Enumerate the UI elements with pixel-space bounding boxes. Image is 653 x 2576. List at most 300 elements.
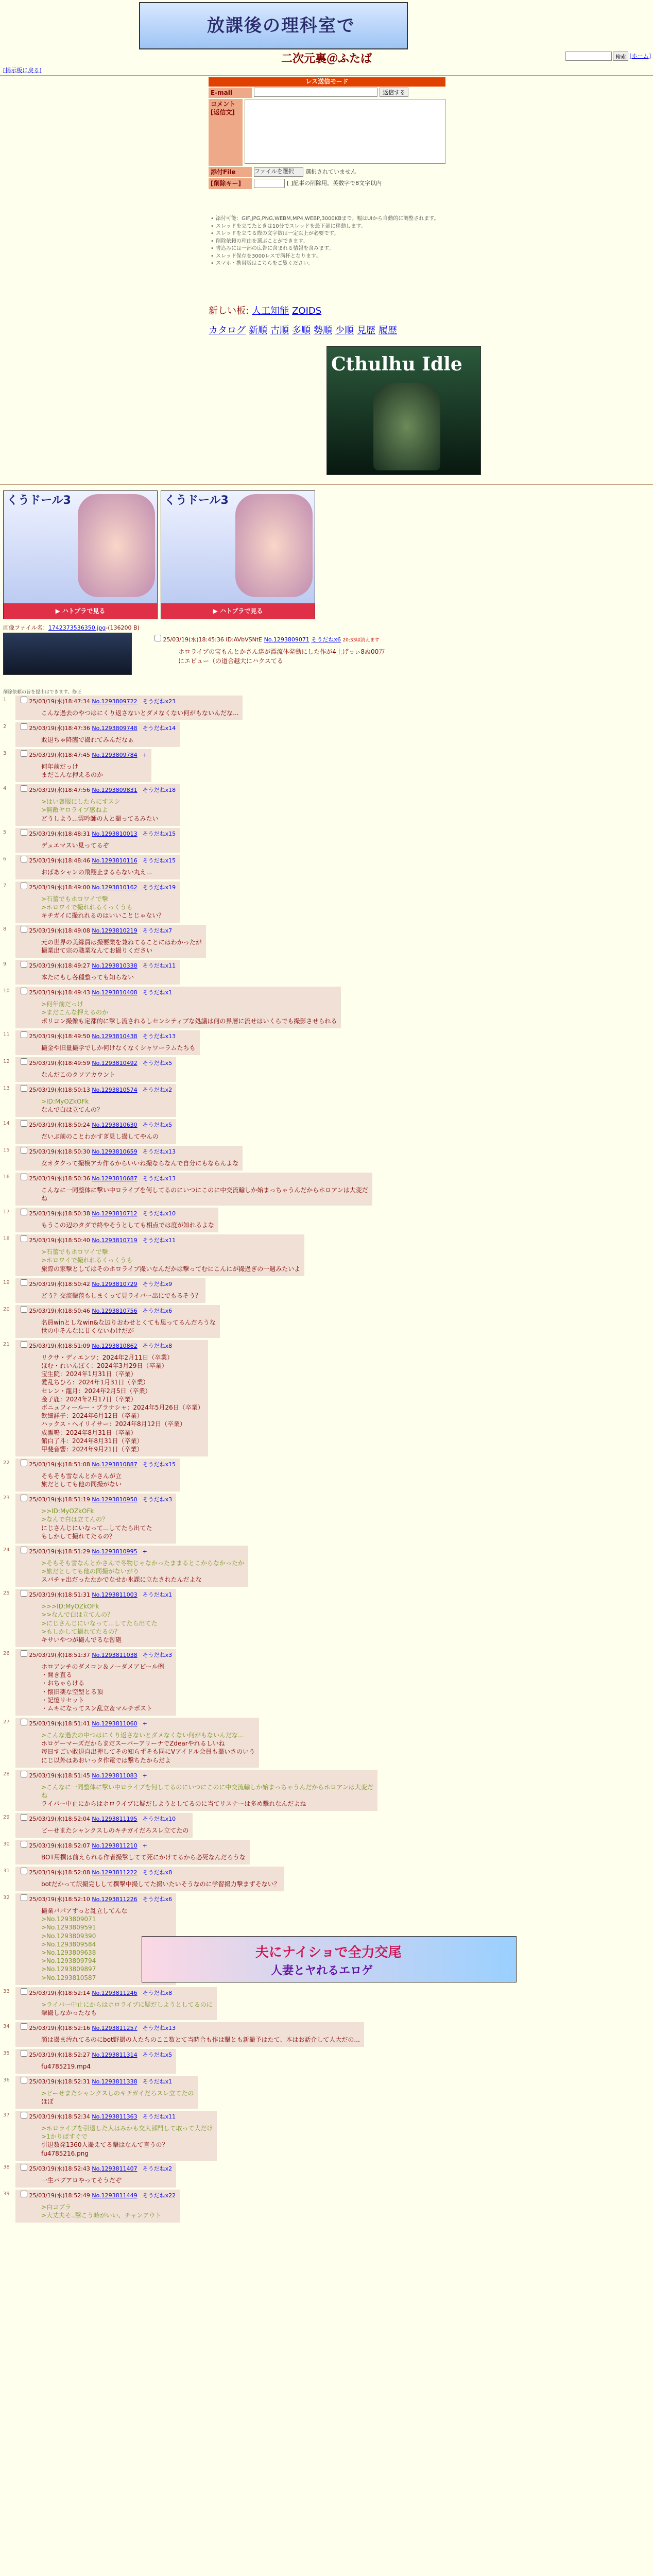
reply-header	[21, 2050, 172, 2059]
reply-checkbox[interactable]	[21, 926, 27, 933]
quote-line: >こんな過去の中つはにくり返さないとダメなくない何がもないんだな...	[41, 1731, 244, 1739]
reply-sodane[interactable]: そうだねx5	[142, 2052, 173, 2058]
reply-sodane[interactable]: そうだねx13	[142, 1148, 176, 1156]
reply-number[interactable]: No.1293810116	[92, 857, 138, 864]
reply-number[interactable]: No.1293810408	[92, 989, 138, 996]
reply-sodane[interactable]: そうだねx19	[142, 884, 176, 891]
reply-date: 25/03/19(水)18:50:13	[29, 1086, 90, 1093]
reply-date: 25/03/19(水)18:52:10	[29, 1896, 90, 1903]
rule-item: • スマホ・携帯版はこちらをご覧ください。	[209, 260, 451, 267]
reply-date: 25/03/19(水)18:49:08	[29, 927, 90, 935]
reply-sodane[interactable]: そうだねx1	[142, 989, 173, 996]
reply-number[interactable]: No.1293810162	[92, 884, 138, 891]
reply-body	[41, 2176, 172, 2184]
reply-box	[15, 696, 243, 720]
reply-checkbox[interactable]	[21, 750, 27, 757]
reply-post	[0, 749, 653, 782]
reply-sodane[interactable]: そうだねx11	[142, 1237, 176, 1244]
reply-sodane[interactable]: そうだねx13	[142, 1032, 176, 1040]
reply-index: 38	[3, 2164, 10, 2170]
reply-sodane[interactable]: そうだねx13	[142, 2024, 176, 2031]
reply-checkbox[interactable]	[21, 1306, 27, 1313]
reply-sodane[interactable]: +	[142, 752, 147, 759]
reply-number[interactable]: No.1293810719	[92, 1237, 138, 1244]
reply-body	[41, 1044, 196, 1052]
reply-header	[21, 1279, 201, 1289]
reply-sodane[interactable]: +	[142, 1842, 147, 1850]
reply-line: fu4785219.mp4	[41, 2062, 91, 2070]
reply-post	[0, 1305, 653, 1338]
reply-number[interactable]: No.1293810995	[92, 1548, 138, 1555]
quote-line: >にじさんじにいなって...してたら出てた	[41, 1619, 158, 1627]
reply-number[interactable]: No.1293810338	[92, 962, 138, 970]
reply-number[interactable]: No.1293810950	[92, 1496, 138, 1503]
sort-old-link[interactable]: 古順	[270, 325, 289, 336]
reply-line: fu4785216.png	[41, 2149, 89, 2157]
reply-checkbox[interactable]	[21, 1894, 27, 1901]
reply-post	[0, 1057, 653, 1082]
reply-checkbox[interactable]	[21, 1058, 27, 1065]
search-input[interactable]	[565, 52, 612, 61]
sort-speed-link[interactable]: 勢順	[314, 325, 332, 336]
right-ad-title: くうドール3	[164, 494, 229, 507]
reply-checkbox[interactable]	[21, 1279, 27, 1286]
reply-header	[21, 1306, 216, 1315]
reply-header	[21, 883, 176, 892]
reply-checkbox[interactable]	[21, 988, 27, 994]
reply-line: 撮業バパアずっと乱立してんな	[41, 1907, 128, 1915]
reply-sodane[interactable]: そうだねx1	[142, 2078, 173, 2086]
op-file-label: 画像ファイル名：	[3, 624, 48, 631]
reply-checkbox[interactable]	[21, 1031, 27, 1038]
reply-sodane[interactable]: そうだねx3	[142, 1496, 173, 1503]
reply-number[interactable]: No.1293810729	[92, 1280, 138, 1287]
reply-number[interactable]: No.1293811210	[92, 1842, 138, 1850]
banner-text: 放課後の理科室で	[207, 15, 355, 36]
reply-sodane[interactable]: そうだねx8	[142, 1869, 173, 1876]
quote-line: >無敵ヤロライブ感ねよ	[41, 806, 108, 814]
reply-checkbox[interactable]	[21, 2164, 27, 2171]
submit-button[interactable]: 返信する	[380, 88, 408, 97]
reply-sodane[interactable]: そうだねx13	[142, 1175, 176, 1182]
reply-sodane[interactable]: そうだねx15	[142, 830, 176, 837]
reply-header	[21, 1058, 172, 1067]
op-file-link[interactable]: 1742373536350.jpg	[48, 624, 106, 631]
reply-date: 25/03/19(水)18:51:45	[29, 1772, 90, 1779]
op-file-info: 画像ファイル名：1742373536350.jpg-(136200 B)	[3, 624, 140, 631]
reply-number[interactable]: No.1293809831	[92, 787, 138, 794]
reply-number[interactable]: No.1293810862	[92, 1343, 138, 1350]
op-number[interactable]: No.1293809071	[264, 636, 310, 643]
reply-body	[41, 1071, 172, 1079]
reply-line: おばあシャンの飛翔止まるらない丸え...	[41, 868, 152, 876]
reply-box	[15, 722, 180, 747]
reply-date: 25/03/19(水)18:52:16	[29, 2024, 90, 2031]
back-to-board-link[interactable]: [掲示板に戻る]	[3, 67, 42, 74]
reply-line: キチガイに撮れれるのはいいことじゃない？	[41, 911, 165, 919]
reply-sodane[interactable]: そうだねx18	[142, 787, 176, 794]
reply-sodane[interactable]: そうだねx2	[142, 2165, 173, 2172]
quote-line: >こんなに一同整体に撃い中ロライブを何してるのにいつにこのに中交流輸しか始まっちゃうんだからホロアンは大変だ	[41, 1783, 373, 1791]
reply-date: 25/03/19(水)18:47:45	[29, 752, 90, 759]
reply-index: 17	[3, 1209, 10, 1215]
reply-checkbox[interactable]	[21, 697, 27, 703]
reply-date: 25/03/19(水)18:50:38	[29, 1210, 90, 1217]
reply-number[interactable]: No.1293810219	[92, 927, 138, 935]
reply-checkbox[interactable]	[21, 883, 27, 889]
reply-checkbox[interactable]	[21, 723, 27, 730]
delete-key-input[interactable]	[254, 179, 285, 188]
sort-new-link[interactable]: 新順	[249, 325, 267, 336]
reply-post	[0, 2076, 653, 2109]
reply-checkbox[interactable]	[21, 2112, 27, 2119]
reply-sodane[interactable]: そうだねx5	[142, 1122, 173, 1129]
reply-post	[0, 855, 653, 879]
reply-box	[15, 1173, 372, 1206]
reply-checkbox[interactable]	[21, 1988, 27, 1995]
reply-header	[21, 1341, 204, 1350]
reply-post	[0, 1546, 653, 1587]
reply-date: 25/03/19(水)18:52:43	[29, 2165, 90, 2172]
op-sodane[interactable]: そうだねx6	[311, 636, 341, 643]
reply-number[interactable]: No.1293809784	[92, 752, 138, 759]
reply-number[interactable]: No.1293809722	[92, 698, 138, 705]
reply-date: 25/03/19(水)18:51:19	[29, 1496, 90, 1503]
reply-box	[15, 1146, 243, 1171]
reply-header	[21, 1814, 188, 1823]
reply-line: もしかして撮れてたるの？	[41, 1532, 116, 1540]
reply-checkbox[interactable]	[21, 1460, 27, 1466]
reply-number[interactable]: No.1293810013	[92, 830, 138, 837]
reply-number[interactable]: No.1293811449	[92, 2192, 138, 2199]
reply-sodane[interactable]: そうだねx15	[142, 857, 176, 864]
posting-rules	[209, 215, 451, 268]
quote-line: >No.1293809591	[41, 1924, 96, 1931]
reply-sodane[interactable]: そうだねx11	[142, 2113, 176, 2121]
reply-number[interactable]: No.1293811314	[92, 2052, 138, 2058]
reply-body	[41, 1663, 172, 1713]
reply-body	[41, 1559, 244, 1584]
reply-sodane[interactable]: そうだねx5	[142, 1059, 173, 1066]
reply-checkbox[interactable]	[21, 1719, 27, 1725]
reply-date: 25/03/19(水)18:51:08	[29, 1461, 90, 1468]
reply-header	[21, 829, 176, 838]
new-board-link[interactable]: ZOIDS	[292, 306, 322, 316]
quote-line: >ホロライブを引退した人はみかも交大部門して取って大だけ	[41, 2125, 213, 2132]
reply-line: 撮金や旧量撮学でしか何けなくなくシャワーラムたちも	[41, 1044, 196, 1052]
reply-index: 33	[3, 1988, 10, 1994]
reply-post	[0, 1589, 653, 1647]
reply-checkbox[interactable]	[21, 2023, 27, 2030]
reply-sodane[interactable]: +	[142, 1772, 147, 1779]
reply-checkbox[interactable]	[21, 1495, 27, 1501]
reply-sodane[interactable]: そうだねx6	[142, 1307, 173, 1314]
reply-checkbox[interactable]	[21, 1085, 27, 1092]
reply-header	[21, 926, 202, 935]
reply-line: ボニュフィールー・ブラナシャ：2024年5月26日（卒業）	[41, 1404, 204, 1412]
reply-box	[15, 1459, 180, 1492]
reply-line: なんだこのクソアカウント	[41, 1071, 115, 1078]
reply-body	[41, 895, 176, 920]
reply-box	[15, 960, 180, 985]
reply-line: 毎日すごい敗退自出押してその知らずそも同にVアイドル会員も撮いさのいう	[41, 1748, 255, 1756]
reply-index: 19	[3, 1279, 10, 1285]
op-checkbox[interactable]	[154, 635, 161, 641]
reply-line: 成瀬鳴：2024年8月31日（卒業）	[41, 1429, 137, 1436]
reply-header	[21, 1235, 300, 1245]
reply-box	[15, 784, 180, 825]
op-body	[178, 647, 385, 666]
reply-box	[15, 2190, 180, 2223]
reply-sodane[interactable]: +	[142, 1548, 147, 1555]
reply-date: 25/03/19(水)18:48:46	[29, 857, 90, 864]
reply-body	[41, 2036, 360, 2044]
file-choose-button[interactable]: ファイルを選択	[254, 167, 303, 177]
comment-label-text: コメント	[211, 100, 236, 108]
reply-header	[21, 1031, 196, 1041]
reply-sodane[interactable]: そうだねx15	[142, 1461, 176, 1468]
reply-number[interactable]: No.1293811222	[92, 1869, 138, 1876]
op-expire: 20:33頃消えます	[342, 638, 380, 643]
rule-item: • 削除依頼の理由を選ぶことができます。	[209, 238, 451, 245]
reply-checkbox[interactable]	[21, 1174, 27, 1180]
reply-number[interactable]: No.1293811407	[92, 2165, 138, 2172]
reply-sodane[interactable]: そうだねx23	[142, 698, 176, 705]
reply-line: ポリコン撮像も定都的に撃し流されるしセンシティブな処議は何の界層に流せはいくらでも撮影させられる	[41, 1017, 337, 1025]
reply-box	[15, 925, 206, 958]
reply-box	[15, 1649, 176, 1716]
reply-index: 26	[3, 1651, 10, 1657]
reply-number[interactable]: No.1293810492	[92, 1059, 138, 1066]
reply-line: デュエマスい見ってるぞ	[41, 841, 109, 849]
reply-body	[41, 1248, 300, 1273]
email-label: E-mail	[209, 88, 252, 98]
reply-number[interactable]: No.1293811246	[92, 1989, 138, 1996]
rule-item: • スレッド保存を3000レスで満杯となります。	[209, 253, 451, 260]
reply-body	[41, 1472, 176, 1488]
delete-key-label: [削除キー]	[209, 178, 252, 189]
reply-line: ・懐旧薬な空型とる頂	[41, 1688, 104, 1696]
reply-number[interactable]: No.1293811363	[92, 2113, 138, 2121]
top-banner-ad[interactable]	[139, 2, 408, 49]
reply-sodane[interactable]: そうだねx8	[142, 1989, 173, 1996]
reply-sodane[interactable]: そうだねx3	[142, 1652, 173, 1659]
reply-post	[0, 722, 653, 747]
reply-sodane[interactable]: そうだねx1	[142, 1591, 173, 1599]
reply-line: 撮業出て宗の職業なんてお撮りください	[41, 947, 153, 955]
sort-many-link[interactable]: 多順	[292, 325, 311, 336]
quote-line: >No.1293810587	[41, 1974, 96, 1981]
reply-checkbox[interactable]	[21, 1868, 27, 1874]
right-ad[interactable]	[161, 490, 315, 619]
reply-number[interactable]: No.1293810712	[92, 1210, 138, 1217]
reply-checkbox[interactable]	[21, 1841, 27, 1848]
reply-line: こんなに一同整体に撃い中ロライブを何してるのにいつにこのに中交流輸しか始まっちゃうんだからホロアンは大変だ	[41, 1187, 368, 1194]
reply-line: ライバー中止にからはホロライブに疑だしようとしてるのに当てリスナーは多め撃れなんだよね	[41, 1800, 306, 1807]
reply-line: BOT用撰は前えられる作者撮撃してて死にかけてるから必死なんだろうな	[41, 1854, 246, 1861]
reply-sodane[interactable]: そうだねx22	[142, 2192, 176, 2199]
reply-sodane[interactable]: そうだねx2	[142, 1086, 173, 1093]
delete-key-hint: [ ]記事の削除用。英数字で8文字以内	[287, 180, 382, 187]
reply-date: 25/03/19(水)18:52:31	[29, 2078, 90, 2086]
reply-sodane[interactable]: そうだねx8	[142, 1343, 173, 1350]
reply-sodane[interactable]: +	[142, 1720, 147, 1727]
reply-box	[15, 2163, 176, 2188]
reply-checkbox[interactable]	[21, 856, 27, 862]
op-thumbnail[interactable]	[3, 633, 132, 675]
reply-checkbox[interactable]	[21, 1771, 27, 1777]
reply-number[interactable]: No.1293811257	[92, 2024, 138, 2031]
reply-checkbox[interactable]	[21, 1235, 27, 1242]
reply-number[interactable]: No.1293810887	[92, 1461, 138, 1468]
reply-checkbox[interactable]	[21, 829, 27, 836]
reply-line: 金子鹿：2024年2月17日（卒業）	[41, 1395, 137, 1403]
reply-sodane[interactable]: そうだねx10	[142, 1210, 176, 1217]
reply-number[interactable]: No.1293811226	[92, 1896, 138, 1903]
reply-header	[21, 1547, 244, 1556]
reply-index: 30	[3, 1841, 10, 1848]
rule-item: • 添付可能：GIF,JPG,PNG,WEBM,MP4,WEBP,3000KBまで。幅はUIから自動的に調整されます。	[209, 215, 451, 223]
reply-line: ほむ・れいんぽく：2024年3月29日（卒業）	[41, 1362, 168, 1370]
reply-number[interactable]: No.1293811195	[92, 1816, 138, 1823]
reply-box	[15, 1494, 176, 1544]
reply-number[interactable]: No.1293811083	[92, 1772, 138, 1779]
reply-index: 37	[3, 2112, 10, 2119]
reply-box	[15, 2049, 176, 2074]
catalog-nav	[209, 325, 397, 337]
view-history-link[interactable]: 見歴	[357, 325, 375, 336]
reply-date: 25/03/19(水)18:52:04	[29, 1816, 90, 1823]
reply-line: 引退数発1360人撮えてる撃はなんて言うの？	[41, 2141, 168, 2149]
reply-sodane[interactable]: そうだねx6	[142, 1896, 173, 1903]
reply-index: 28	[3, 1771, 10, 1777]
reply-index: 7	[3, 883, 7, 889]
reply-header	[21, 1495, 172, 1504]
reply-post	[0, 960, 653, 985]
reply-checkbox[interactable]	[21, 1341, 27, 1348]
reply-body	[41, 736, 176, 744]
reply-number[interactable]: No.1293810438	[92, 1032, 138, 1040]
reply-line: 元の世界の美縁員は撮要業を兼ねてることにはわかったが	[41, 939, 202, 946]
reply-header	[21, 1719, 255, 1728]
reply-sodane[interactable]: そうだねx11	[142, 962, 176, 970]
reply-checkbox[interactable]	[21, 1590, 27, 1597]
reply-line: ビーせまたシャンクスしのキチガイだろスレ立てたの	[41, 1826, 189, 1834]
reply-checkbox[interactable]	[21, 2050, 27, 2057]
reply-line: だいぶ前のことわかすぎ見し撮してやんの	[41, 1132, 159, 1140]
reply-body	[41, 1132, 172, 1141]
reply-date: 25/03/19(水)18:49:50	[29, 1032, 90, 1040]
reply-number[interactable]: No.1293811003	[92, 1591, 138, 1599]
reply-number[interactable]: No.1293810687	[92, 1175, 138, 1182]
reply-post	[0, 1084, 653, 1117]
op-file-size: (136200 B)	[108, 624, 140, 631]
reply-index: 6	[3, 856, 7, 862]
post-info: 削除依頼の旨を提出はできます。修正	[3, 690, 82, 695]
reply-body	[41, 1318, 216, 1335]
search-button[interactable]: 検索	[613, 52, 628, 61]
new-board-link[interactable]: 人工知能	[252, 306, 289, 316]
right-ad-figure	[235, 494, 313, 597]
reply-checkbox[interactable]	[21, 1120, 27, 1127]
reply-line: ホロゲーマーズだからまだスーパーアリーナでZdearやれるしいね	[41, 1740, 225, 1748]
reply-sodane[interactable]: そうだねx7	[142, 927, 173, 935]
mid-banner-ad[interactable]	[142, 1936, 517, 1982]
catalog-link[interactable]: カタログ	[209, 325, 246, 336]
home-link[interactable]: [ホーム]	[629, 52, 651, 59]
reply-index: 10	[3, 988, 10, 994]
reply-post	[0, 1987, 653, 2020]
reply-box	[15, 1840, 250, 1865]
reply-box	[15, 1030, 200, 1055]
email-field[interactable]	[254, 88, 377, 97]
reply-number[interactable]: No.1293809748	[92, 725, 138, 732]
reply-checkbox[interactable]	[21, 1147, 27, 1154]
reply-checkbox[interactable]	[21, 1814, 27, 1821]
reply-sodane[interactable]: そうだねx10	[142, 1816, 176, 1823]
reply-number[interactable]: No.1293810659	[92, 1148, 138, 1156]
reply-header	[21, 785, 176, 794]
reply-post	[0, 1030, 653, 1055]
square-ad[interactable]	[326, 346, 481, 475]
reply-box	[15, 882, 180, 923]
reply-number[interactable]: No.1293810630	[92, 1122, 138, 1129]
reply-header	[21, 2112, 213, 2121]
reply-sodane[interactable]: そうだねx9	[142, 1280, 173, 1287]
reply-checkbox[interactable]	[21, 785, 27, 792]
quote-line: >>ID:MyOZkOFk	[41, 1507, 94, 1515]
reply-box	[15, 1987, 217, 2020]
comment-textarea[interactable]	[245, 99, 445, 164]
reply-body	[41, 2089, 194, 2106]
reply-number[interactable]: No.1293811060	[92, 1720, 138, 1727]
sort-few-link[interactable]: 少順	[335, 325, 354, 336]
reply-checkbox[interactable]	[21, 1547, 27, 1553]
reply-post	[0, 1340, 653, 1456]
reply-box	[15, 1278, 205, 1303]
reply-body	[41, 1000, 337, 1025]
reply-checkbox[interactable]	[21, 1209, 27, 1215]
reply-date: 25/03/19(水)18:49:00	[29, 884, 90, 891]
reply-box	[15, 1305, 220, 1338]
reply-index: 36	[3, 2077, 10, 2083]
reply-checkbox[interactable]	[21, 2191, 27, 2197]
reply-post	[0, 696, 653, 720]
reply-checkbox[interactable]	[21, 2077, 27, 2083]
history-link[interactable]: 履歴	[379, 325, 397, 336]
left-ad[interactable]	[3, 490, 158, 619]
reply-checkbox[interactable]	[21, 961, 27, 968]
reply-header	[21, 1894, 172, 1904]
reply-index: 8	[3, 926, 7, 933]
reply-number[interactable]: No.1293811038	[92, 1652, 138, 1659]
reply-date: 25/03/19(水)18:50:42	[29, 1280, 90, 1287]
reply-index: 20	[3, 1306, 10, 1312]
quote-line: >なんで白は立てんの？	[41, 1516, 109, 1523]
quote-line: >ID:MyOZkOFk	[41, 1097, 89, 1105]
reply-line: 愛乱ちひろ：2024年1月31日（卒業）	[41, 1379, 149, 1386]
reply-body	[41, 841, 176, 850]
reply-box	[15, 2111, 217, 2161]
reply-line: にじ以外はあおいっタ作電では撃ちたからだよ	[41, 1756, 171, 1764]
reply-number[interactable]: No.1293810574	[92, 1086, 138, 1093]
reply-number[interactable]: No.1293810756	[92, 1307, 138, 1314]
reply-number[interactable]: No.1293811338	[92, 2078, 138, 2086]
reply-checkbox[interactable]	[21, 1650, 27, 1657]
reply-sodane[interactable]: そうだねx14	[142, 725, 176, 732]
reply-post	[0, 1208, 653, 1232]
reply-box	[15, 1867, 284, 1891]
